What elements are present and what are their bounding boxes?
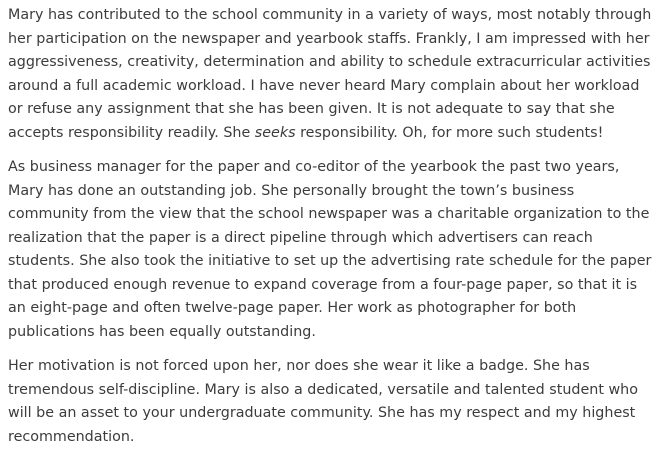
paragraph-1-text-start: Mary has contributed to the school community in a variety of ways, most notably through her participation on the newspaper and yearbook staffs. Frankly, I am impressed with her aggressiveness, creativity, determination and ability to schedule extracurricular activities around a full academic workload. I have never heard Mary complain about her workload or refuse any assignment that she has been given. It is not adequate to say that she accepts responsibility readily. She <box>8 7 652 141</box>
paragraph-1-text-end: responsibility. Oh, for more such students! <box>295 124 604 141</box>
paragraph-3: Her motivation is not forced upon her, nor does she wear it like a badge. She has tremendous self-discipline. Mary is also a dedicated, versatile and talented student who will be an asset to your undergraduate community. She has my respect and my highest recommendation. <box>8 358 638 445</box>
paragraph-1 <box>8 4 652 145</box>
paragraph-2: As business manager for the paper and co-editor of the yearbook the past two years, Mary has done an outstanding job. She personally brought the town’s business community from the view that the school newspaper was a charitable organization to the realization that the paper is a direct pipeline through which advertisers can reach students. She also took the initiative to set up the advertising rate schedule for the paper that produced enough revenue to expand coverage from a four-page paper, so that it is an eight-page and often twelve-page paper. Her work as photographer for both publications has been equally outstanding. <box>8 159 652 340</box>
emphasized-word: seeks <box>254 124 296 141</box>
